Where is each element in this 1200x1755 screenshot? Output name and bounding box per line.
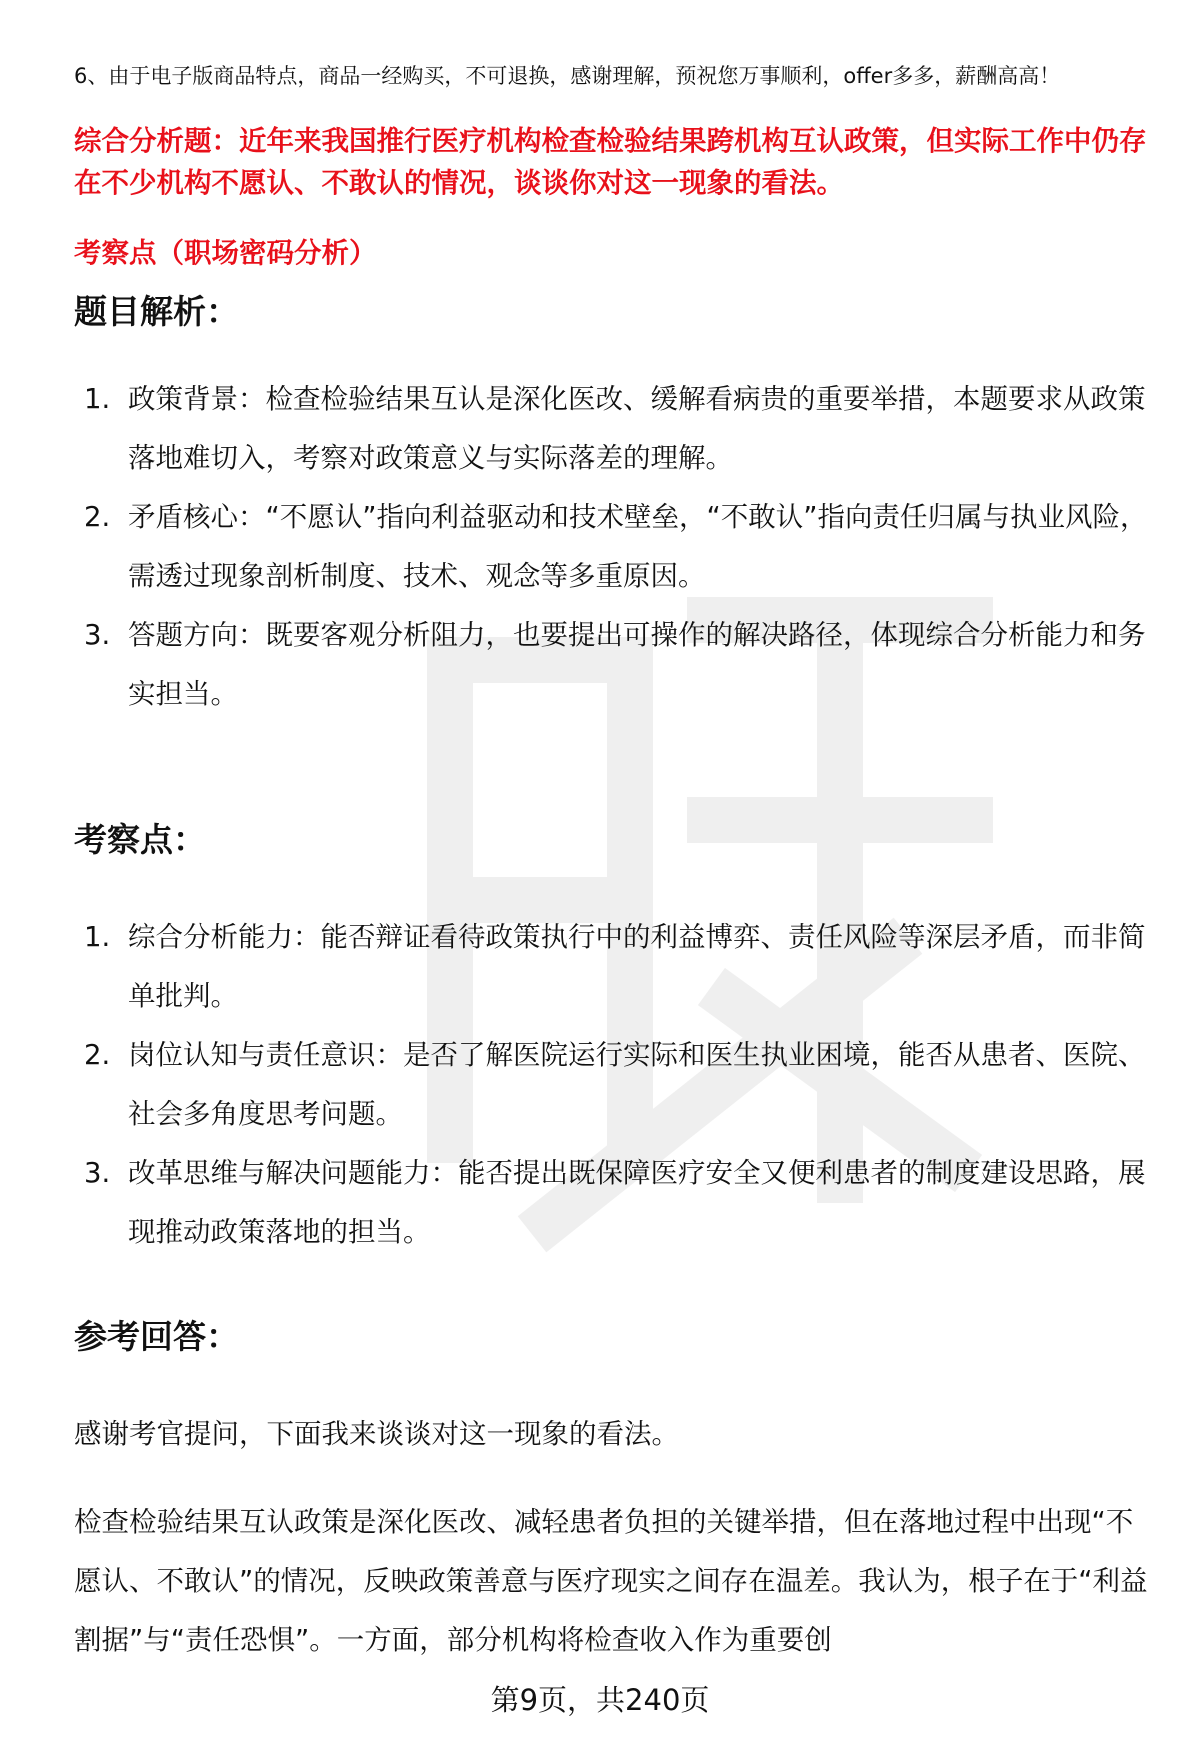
list-item-number: 2. — [84, 1039, 111, 1071]
list-item-text: 矛盾核心：“不愿认”指向利益驱动和技术壁垒，“不敢认”指向责任归属与执业风险，需透过现象剖析制度、技术、观念等多重原因。 — [128, 501, 1148, 592]
list-item-number: 3. — [84, 619, 111, 651]
list-item-text: 改革思维与解决问题能力：能否提出既保障医疗安全又便利患者的制度建设思路，展现推动政策落地的担当。 — [128, 1157, 1146, 1248]
analysis-heading: 题目解析： — [74, 292, 239, 331]
analysis-list — [74, 370, 1154, 724]
answer-paragraph: 检查检验结果互认政策是深化医改、减轻患者负担的关键举措，但在落地过程中出现“不愿认、不敢认”的情况，反映政策善意与医疗现实之间存在温差。我认为，根子在于“利益割据”与“责任恐惧”。一方面，部分机构将检查收入作为重要创 — [74, 1506, 1148, 1656]
answer-paragraph: 感谢考官提问，下面我来谈谈对这一现象的看法。 — [74, 1418, 679, 1450]
question-text: 综合分析题：近年来我国推行医疗机构检查检验结果跨机构互认政策，但实际工作中仍存在不少机构不愿认、不敢认的情况，谈谈你对这一现象的看法。 — [74, 125, 1147, 199]
list-item-number: 3. — [84, 1157, 111, 1189]
purchase-note: 6、由于电子版商品特点，商品一经购买，不可退换，感谢理解，预祝您万事顺利，offer多多，薪酬高高！ — [74, 64, 1061, 88]
list-item-text: 岗位认知与责任意识：是否了解医院运行实际和医生执业困境，能否从患者、医院、社会多角度思考问题。 — [128, 1039, 1146, 1130]
list-item — [74, 908, 1154, 1026]
points-list — [74, 908, 1154, 1262]
list-item-text: 答题方向：既要客观分析阻力，也要提出可操作的解决路径，体现综合分析能力和务实担当。 — [128, 619, 1146, 710]
page-number: 第9页，共240页 — [490, 1683, 710, 1717]
list-item-text: 综合分析能力：能否辩证看待政策执行中的利益博弈、责任风险等深层矛盾，而非简单批判。 — [128, 921, 1146, 1012]
list-item — [74, 1026, 1154, 1144]
list-item — [74, 370, 1154, 488]
points-heading: 考察点： — [74, 820, 206, 859]
list-item-number: 1. — [84, 383, 111, 415]
list-item — [74, 606, 1154, 724]
answer-heading: 参考回答： — [74, 1317, 239, 1356]
list-item-text: 政策背景：检查检验结果互认是深化医改、缓解看病贵的重要举措，本题要求从政策落地难切入，考察对政策意义与实际落差的理解。 — [128, 383, 1146, 474]
focus-label: 考察点（职场密码分析） — [74, 237, 377, 269]
list-item-number: 2. — [84, 501, 111, 533]
list-item-number: 1. — [84, 921, 111, 953]
list-item — [74, 1144, 1154, 1262]
list-item — [74, 488, 1154, 606]
